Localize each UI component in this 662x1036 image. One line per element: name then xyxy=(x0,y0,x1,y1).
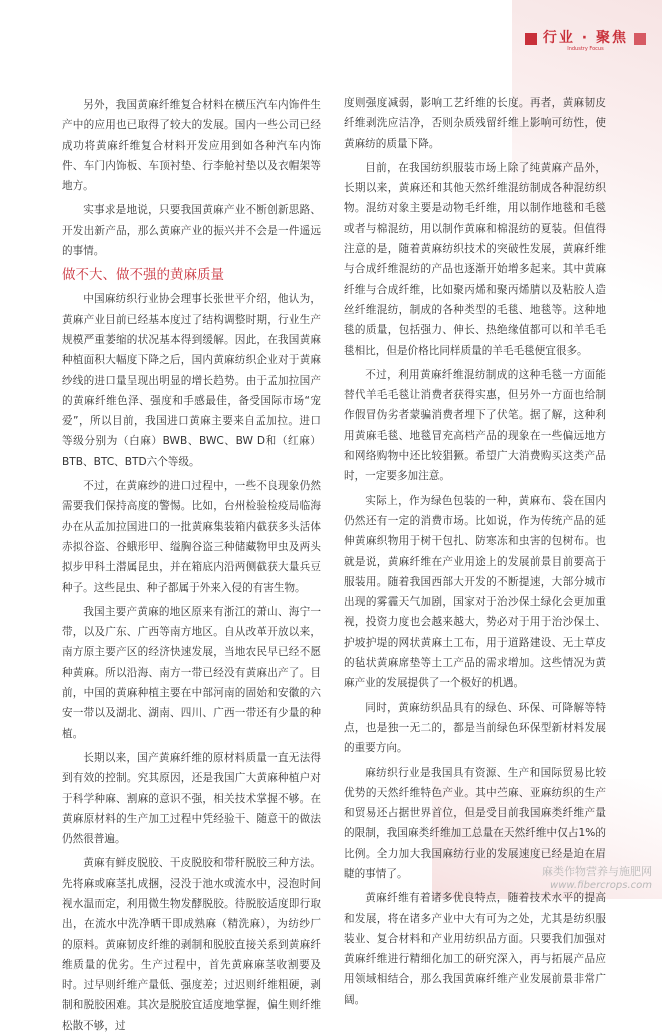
paragraph: 中国麻纺织行业协会理事长张世平介绍，他认为，黄麻产业目前已经基本度过了结构调整时期，行业生产规模严重萎缩的状况基本得到缓解。因此，在我国黄麻种植面积大幅度下降之后，国内黄麻纺织企业对于黄麻纱线的进口量呈现出明显的增长趋势。由于孟加拉国产的黄麻纤维色泽、强度和手感最佳，备受国际市场“宠爱”，所以目前，我国进口黄麻主要来自孟加拉。进口等级分别为（白麻）BWB、BWC、BW D和（红麻）BTB、BTC、BTD六个等级。 xyxy=(62,293,321,468)
paragraph: 不过，在黄麻纱的进口过程中，一些不良现象仍然需要我们保持高度的警惕。比如，台州检验检疫局临海办在从孟加拉国进口的一批黄麻集装箱内截获多头活体赤拟谷盗、谷蛾形甲、缢胸谷盗三种储藏物甲虫及两头拟步甲科土潜属昆虫，并在箱底内沿两侧截获大量兵豆种子。这些昆虫、种子都属于外来入侵的有害生物。 xyxy=(62,480,321,594)
paragraph: 黄麻纤维有着诸多优良特点，随着技术水平的提高和发展，将在诸多产业中大有可为之处，尤其是纺织服装业、复合材料和产业用纺织品方面。只要我们加强对黄麻纤维进行精细化加工的研究深入，再与拓展产品应用领域相结合，那么我国黄麻纤维产业发展前景非常广阔。 xyxy=(344,892,606,1006)
section-title: 做不大、做不强的黄麻质量 xyxy=(62,267,224,284)
paragraph: 目前，在我国纺织服装市场上除了纯黄麻产品外，长期以来，黄麻还和其他天然纤维混纺制成各种混纺织物。混纺对象主要是动物毛纤维，用以制作地毯和毛毯或者与棉混纺，用以制作黄麻和棉混纺的夏装。但值得注意的是，随着黄麻纺织技术的突破性发展，黄麻纤维与合成纤维混纺的产品也逐渐开始增多起来。其中黄麻纤维与合成纤维，比如聚丙烯和聚丙烯腈以及粘胶人造丝纤维混纺，制成的各种类型的毛毯、地毯等。这种地毯的质量，包括强力、伸长、热绝缘值都可以和羊毛毛毯相比，但是价格比同样质量的羊毛毛毯便宜很多。 xyxy=(344,161,606,357)
section-header xyxy=(525,30,646,53)
paragraph: 我国主要产黄麻的地区原来有浙江的萧山、海宁一带，以及广东、广西等南方地区。自从改革开放以来，南方原主要产区的经济快速发展，当地农民早已经不愿种黄麻。所以沿海、南方一带已经没有黄麻出产了。目前，中国的黄麻种植主要在中部河南的固始和安徽的六安一带以及湖北、湖南、四川、广西一带还有少量的种植。 xyxy=(62,605,321,740)
header-subtitle: Industry Focus xyxy=(567,46,604,52)
paragraph: 麻纺织行业是我国具有资源、生产和国际贸易比较优势的天然纤维特色产业。其中苎麻、亚麻纺织的生产和贸易还占据世界首位，但是受目前我国麻类纤维产量的限制，我国麻类纤维加工总量在天然纤维中仅占1%的比例。全力加大我国麻纺行业的发展速度已经是迫在眉睫的事情了。 xyxy=(344,766,606,880)
header-square-icon-right xyxy=(634,33,646,45)
paragraph: 黄麻有鲜皮脱胶、干皮脱胶和带秆脱胶三种方法。先将麻或麻茎扎成捆，浸没于池水或流水中，浸泡时间视水温而定，利用微生物发酵脱胶。待脱胶适度即行取出，在流水中洗净晒干即成熟麻（精洗麻），为纺纱厂的原料。黄麻韧皮纤维的剥制和脱胶直接关系到黄麻纤维质量的优劣。生产过程中，首先黄麻麻茎收割要及时。过早则纤维产量低、强度差；过迟则纤维粗硬，剥制和脱胶困难。其次是脱胶宜适度地掌握，偏生则纤维松散不够，过 xyxy=(62,857,321,1032)
header-square-icon xyxy=(525,33,537,45)
paragraph: 长期以来，国产黄麻纤维的原材料质量一直无法得到有效的控制。究其原因，还是我国广大黄麻种植户对于科学种麻、割麻的意识不强，相关技术掌握不够。在黄麻原材料的生产加工过程中凭经验干、随意干的做法仍然很普遍。 xyxy=(62,751,321,846)
left-column xyxy=(62,95,321,1036)
watermark xyxy=(542,865,652,893)
watermark-name: 麻类作物营养与施肥网 xyxy=(542,865,652,878)
paragraph: 实事求是地说，只要我国黄麻产业不断创新思路、开发出新产品，那么黄麻产业的振兴并不会是一件遥远的事情。 xyxy=(62,204,321,258)
paragraph: 不过，利用黄麻纤维混纺制成的这种毛毯一方面能替代羊毛毛毯让消费者获得实惠，但另外一方面也给制作假冒伪劣者蒙骗消费者埋下了伏笔。据了解，这种利用黄麻毛毯、地毯冒充高档产品的现象在一些偏远地方和网络购物中还比较猖獗。希望广大消费购买这类产品时，一定要多加注意。 xyxy=(344,368,606,483)
paragraph: 实际上，作为绿色包装的一种，黄麻布、袋在国内仍然还有一定的消费市场。比如说，作为传统产品的延伸黄麻织物用于树干包扎、防寒冻和虫害的包树布。也就是说，黄麻纤维在产业用途上的发展前景目前要高于服装用。随着我国西部大开发的不断提速，大部分城市出现的雾霾天气加剧，国家对于治沙保土绿化会更加重视，投资力度也会越来越大，势必对于用于治沙保土、护坡护堤的网状黄麻土工布，用于道路建设、无土草皮的毡状黄麻席垫等土工产品的需求增加。这些情况为黄麻产业的发展提供了一个极好的机遇。 xyxy=(344,494,606,690)
header-title: 行业 · 聚焦 xyxy=(542,30,628,46)
paragraph: 另外，我国黄麻纤维复合材料在横压汽车内饰件生产中的应用也已取得了较大的发展。国内一些公司已经成功将黄麻纤维复合材料开发应用到如各种汽车内饰件、车门内饰板、车顶衬垫、行李舱衬垫以及衣帽架等地方。 xyxy=(62,99,321,193)
watermark-url: www.fibercrops.com xyxy=(550,880,652,891)
header-text xyxy=(543,30,628,53)
paragraph-continued: 度则强度减弱，影响工艺纤维的长度。再者，黄麻韧皮纤维剥洗应洁净，否则杂质残留纤维上影响可纺性，使黄麻纺的质量下降。 xyxy=(344,97,606,150)
paragraph: 同时，黄麻纺织品具有的绿色、环保、可降解等特点，也是独一无二的，都是当前绿色环保型新材料发展的重要方向。 xyxy=(344,701,606,755)
